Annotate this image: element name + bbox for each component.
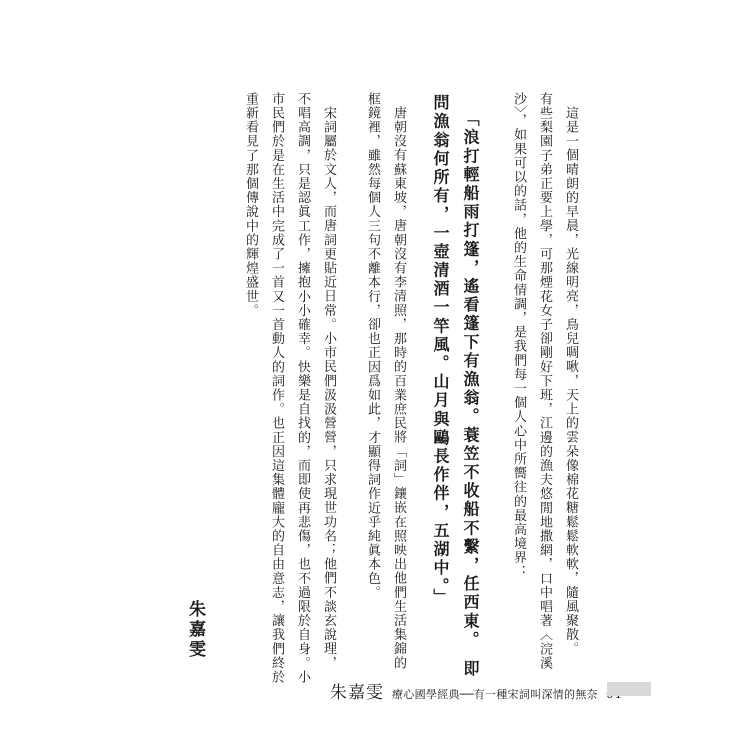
poem-column: 問漁翁何所有，一壺清酒一竿風。山月與鷗長作伴，五湖中。」 [431, 94, 450, 607]
body-column: 有些梨園子弟正要上學，可那煙花女子卻剛好下班，江邊的漁夫悠閒地撒網，口中唱著〈浣溪 [537, 92, 552, 671]
page-edge-bar [607, 682, 651, 696]
body-column: 市民們於是在生活中完成了一首又一首動人的詞作。也正因這集體龐大的自由意志，讓我們終於 [269, 92, 284, 685]
body-column: 這是一個晴朗的早晨，光線明亮，鳥兒啁啾，天上的雲朵像棉花糖鬆鬆軟軟，隨風聚散。 [563, 106, 578, 656]
page-footer [330, 678, 630, 703]
poem-column: 「浪打輕船雨打篷，遙看篷下有漁翁。蓑笠不收船不繫，任西東。 即 [461, 110, 480, 679]
body-column: 框鏡裡，雖然每個人三句不離本行，卻也正因爲如此，才顯得詞作近乎純眞本色。 [365, 92, 380, 600]
footer-book-title: 療心國學經典──有一種宋詞叫深情的無奈 [392, 688, 598, 701]
body-column: 唐朝沒有蘇東坡，唐朝沒有李清照，那時的百業庶民將「詞」鑲嵌在照映出他們生活集錦的 [391, 106, 406, 670]
body-column: 重新看見了那個傳說中的輝煌盛世。 [243, 92, 258, 318]
footer-author: 朱嘉雯 [330, 683, 384, 703]
author-signature: 朱嘉雯 [185, 600, 205, 660]
body-column: 沙〉，如果可以的話，他的生命情調，是我們每一個人心中所嚮往的最高境界： [511, 92, 526, 579]
body-column: 不唱高調，只是認眞工作，擁抱小小確幸。快樂是自找的，而即使再悲傷，也不過限於自身。小 [295, 92, 310, 685]
body-column: 宋詞屬於文人，而唐詞更貼近日常。小市民們汲汲營營，只求現世功名；他們不談玄說理， [321, 106, 336, 670]
